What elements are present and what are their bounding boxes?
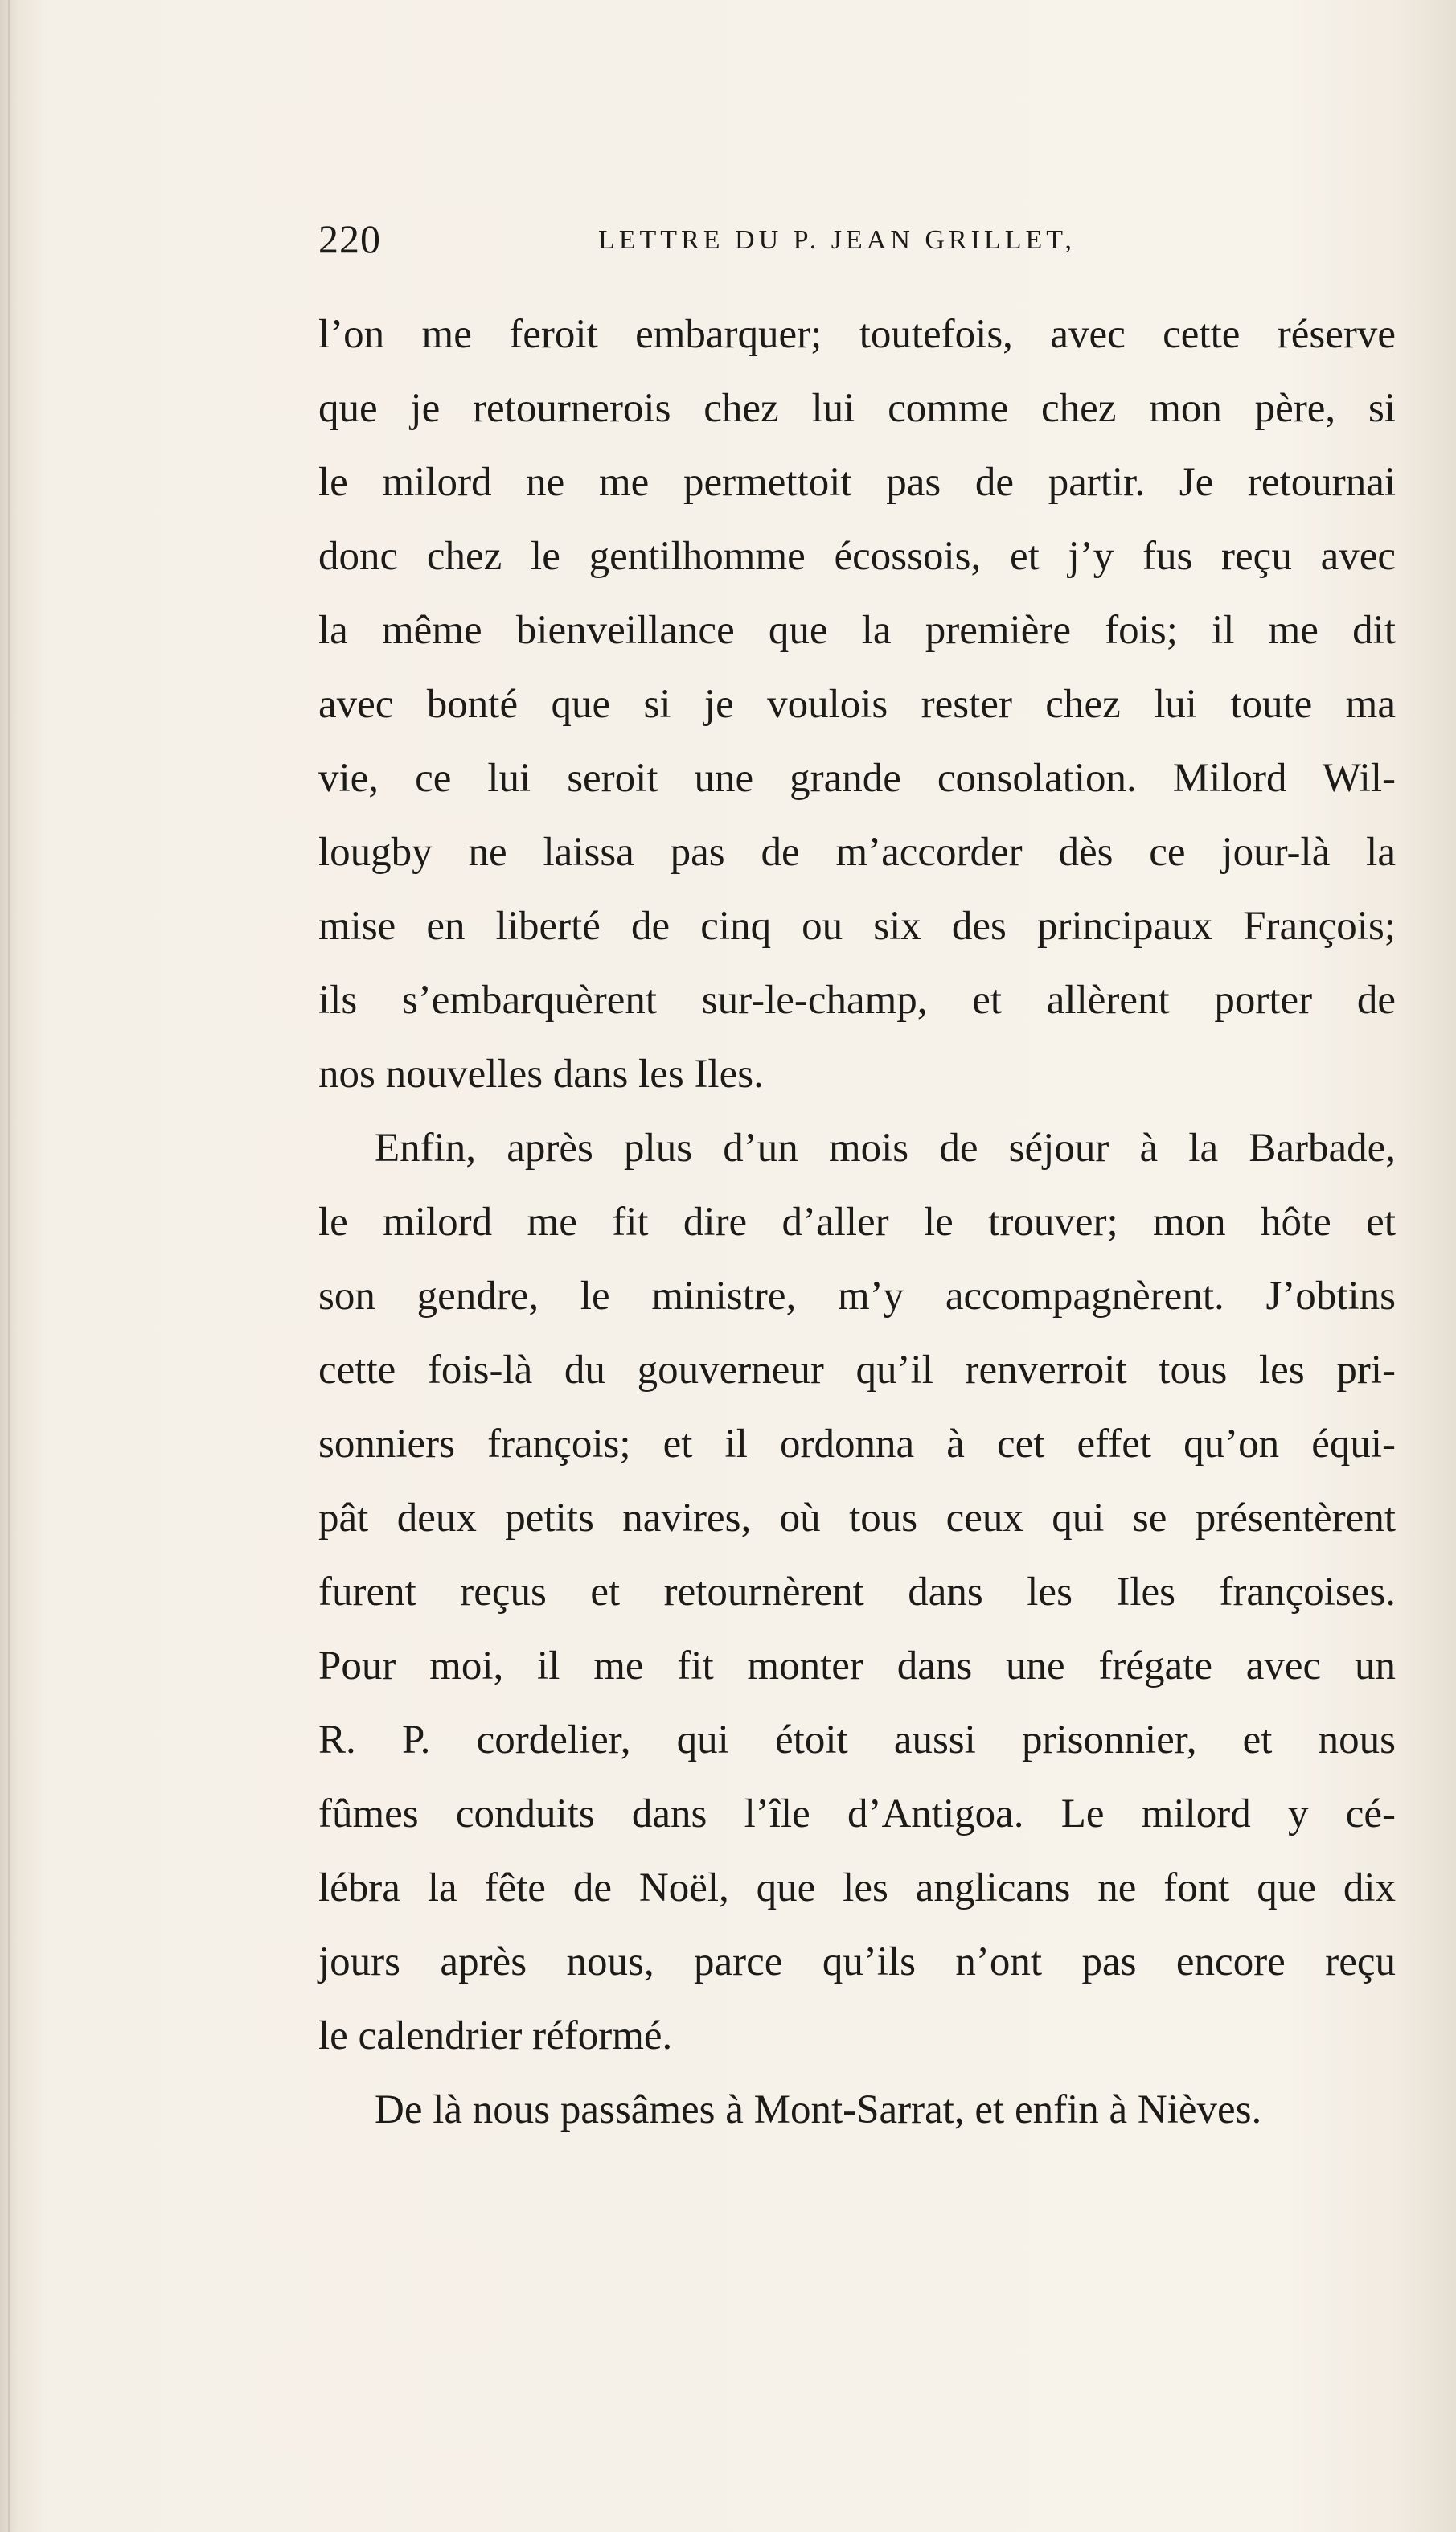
- text-line: pât deux petits navires, où tous ceux qui se présentèrent: [318, 1496, 1396, 1541]
- text-line: le milord me fit dire d’aller le trouver; mon hôte et: [318, 1200, 1396, 1245]
- text-line: fûmes conduits dans l’île d’Antigoa. Le milord y cé-: [318, 1791, 1396, 1836]
- text-line: cette fois-là du gouverneur qu’il renverroit tous les pri-: [318, 1348, 1396, 1393]
- text-line: avec bonté que si je voulois rester chez lui toute ma: [318, 682, 1396, 727]
- text-line: Enfin, après plus d’un mois de séjour à la Barbade,: [375, 1126, 1396, 1171]
- text-line: furent reçus et retournèrent dans les Iles françoises.: [318, 1570, 1396, 1615]
- page-header: [318, 215, 1396, 272]
- text-line: ils s’embarquèrent sur-le-champ, et allèrent porter de: [318, 978, 1396, 1023]
- text-line: lougby ne laissa pas de m’accorder dès ce jour-là la: [318, 830, 1396, 875]
- text-line: vie, ce lui seroit une grande consolation. Milord Wil-: [318, 756, 1396, 801]
- text-line: le calendrier réformé.: [318, 2013, 673, 2058]
- text-line: le milord ne me permettoit pas de partir. Je retournai: [318, 460, 1396, 505]
- text-line: jours après nous, parce qu’ils n’ont pas encore reçu: [318, 1939, 1396, 1984]
- text-line: mise en liberté de cinq ou six des principaux François;: [318, 904, 1396, 949]
- text-line: l’on me feroit embarquer; toutefois, avec cette réserve: [318, 312, 1396, 357]
- text-line: De là nous passâmes à Mont-Sarrat, et enfin à Nièves.: [375, 2087, 1262, 2132]
- text-line: nos nouvelles dans les Iles.: [318, 1052, 764, 1097]
- body-text: [318, 298, 1396, 2147]
- text-line: son gendre, le ministre, m’y accompagnèrent. J’obtins: [318, 1274, 1396, 1319]
- text-line: R. P. cordelier, qui étoit aussi prisonnier, et nous: [318, 1717, 1396, 1763]
- text-line: la même bienveillance que la première fois; il me dit: [318, 608, 1396, 653]
- running-head: LETTRE DU P. JEAN GRILLET,: [598, 225, 1076, 255]
- text-line: Pour moi, il me fit monter dans une frégate avec un: [318, 1644, 1396, 1689]
- text-line: que je retournerois chez lui comme chez mon père, si: [318, 386, 1396, 431]
- text-line: sonniers françois; et il ordonna à cet effet qu’on équi-: [318, 1422, 1396, 1467]
- page-gutter: [8, 0, 10, 2532]
- page-number: 220: [318, 216, 381, 261]
- text-line: donc chez le gentilhomme écossois, et j’y fus reçu avec: [318, 534, 1396, 579]
- text-line: lébra la fête de Noël, que les anglicans ne font que dix: [318, 1865, 1396, 1910]
